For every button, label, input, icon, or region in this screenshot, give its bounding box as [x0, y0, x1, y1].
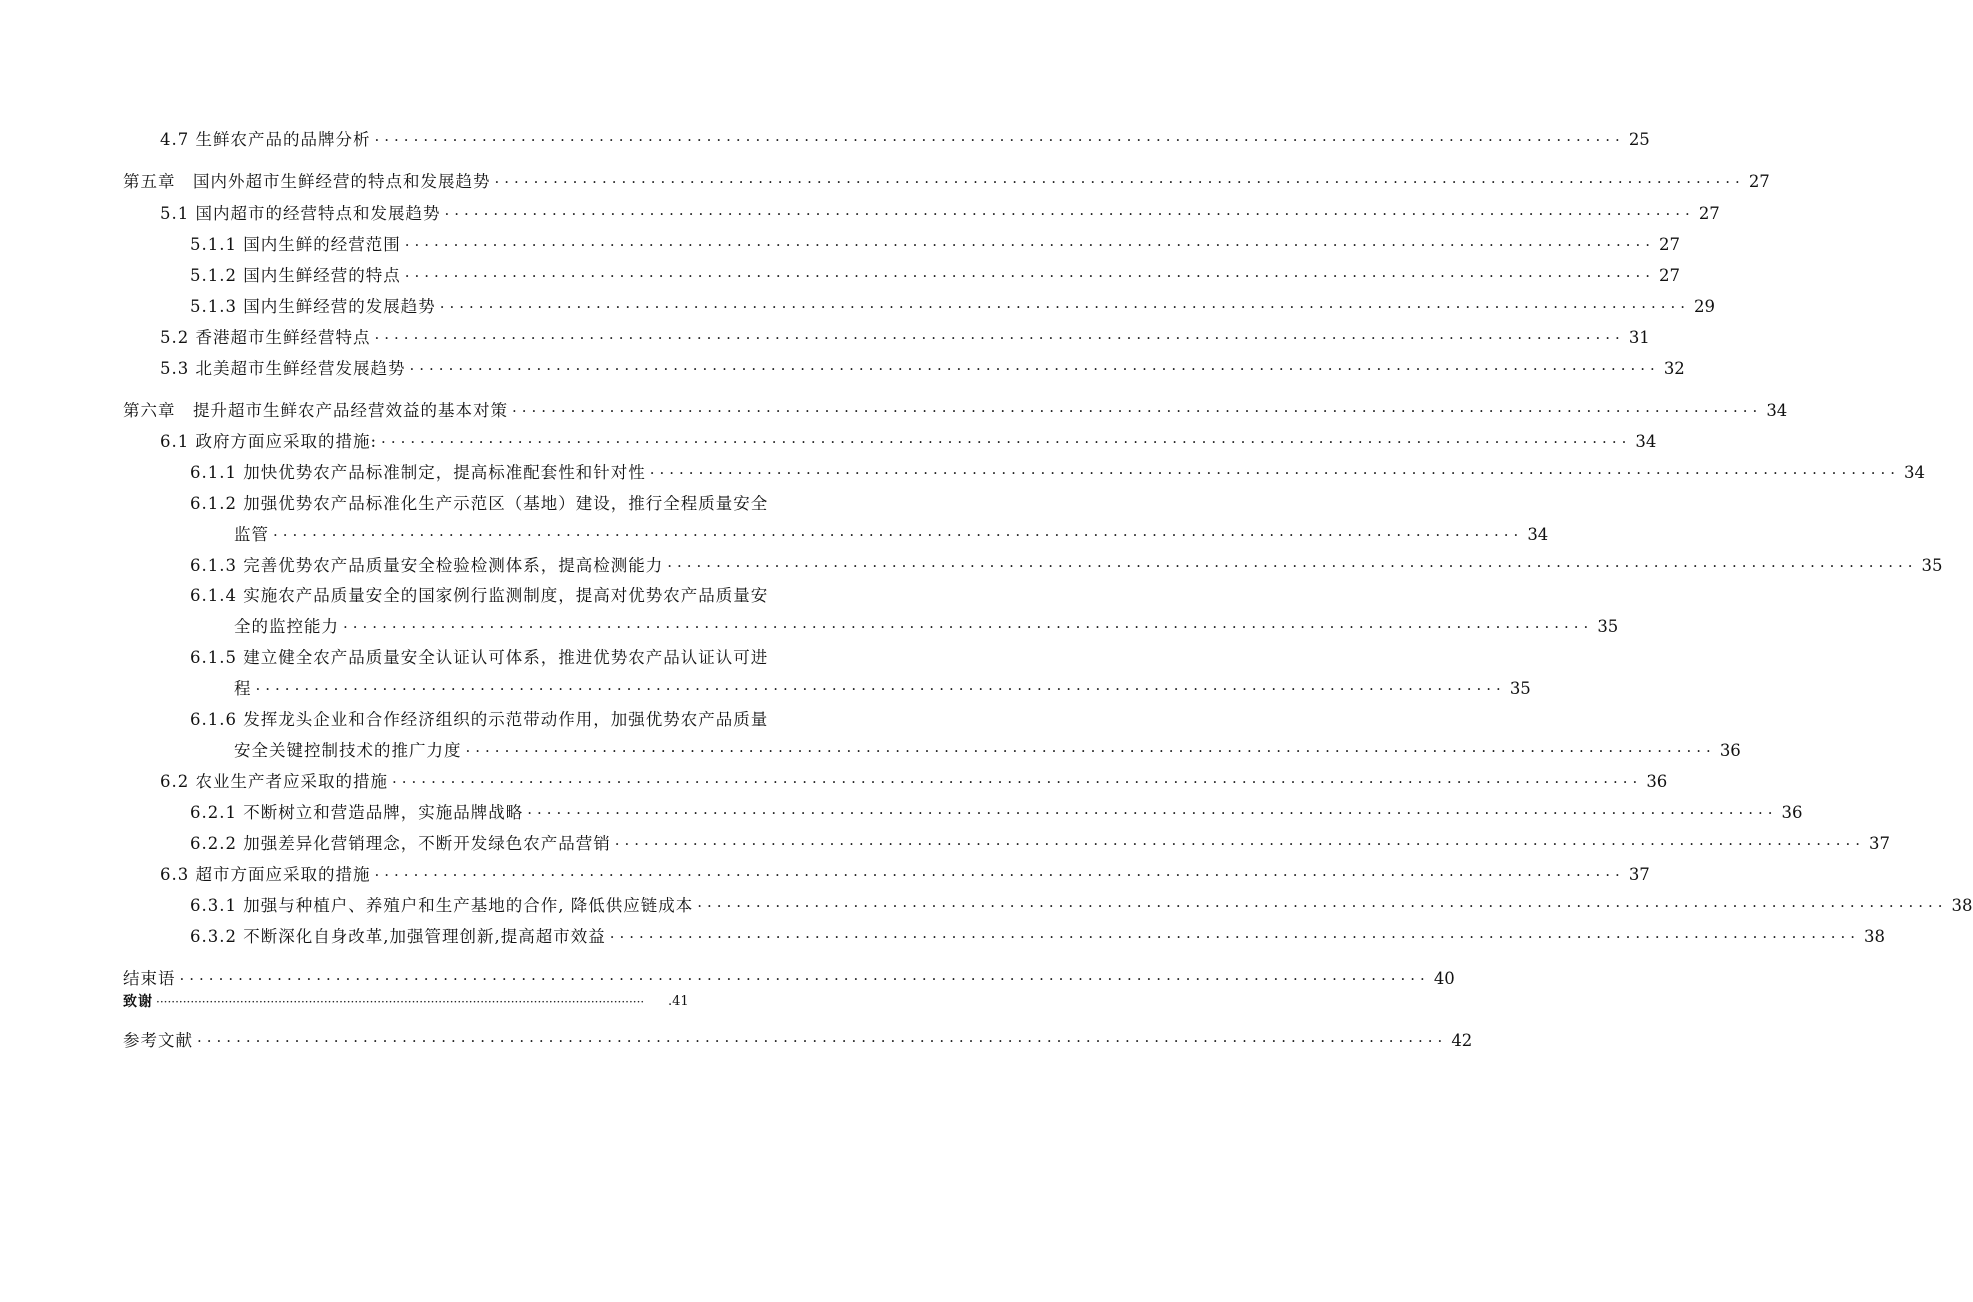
toc-entry-6-1-4[interactable]	[0, 576, 920, 606]
toc-entry-title: 5.1 国内超市的经营特点和发展趋势	[160, 204, 441, 223]
toc-page-number: 36	[1781, 803, 1803, 822]
toc-page-number: 31	[1628, 328, 1650, 347]
toc-entry-title: 致谢	[123, 994, 153, 1010]
toc-entry-6-2-1[interactable]	[0, 793, 1803, 823]
toc-leader-dots: ································································································································	[197, 1032, 1448, 1050]
toc-entry-4-7[interactable]	[0, 120, 1650, 150]
toc-entry-title-continuation: 程	[234, 679, 252, 698]
toc-entry-title: 4.7 生鲜农产品的品牌分析	[160, 130, 371, 149]
toc-entry-5-1-1[interactable]	[0, 225, 1681, 255]
toc-leader-dots: ································································································································	[374, 866, 1625, 884]
toc-entry-title: 结束语	[123, 969, 176, 988]
toc-page-number: 38	[1951, 896, 1973, 915]
toc-entry-title: 第五章 国内外超市生鲜经营的特点和发展趋势	[123, 172, 491, 191]
toc-entry-6-1-2[interactable]	[0, 484, 920, 514]
toc-entry-title: 6.3 超市方面应采取的措施	[160, 865, 371, 884]
toc-leader-dots: ································································································································	[439, 298, 1691, 316]
toc-entry-6-2-2[interactable]	[0, 824, 1891, 854]
toc-leader-dots: ································································································································	[392, 773, 1643, 791]
toc-entry-title: 5.1.1 国内生鲜的经营范围	[190, 235, 401, 254]
toc-entry-5-3[interactable]	[0, 349, 1685, 379]
toc-entry-6-1-6[interactable]	[0, 700, 920, 730]
toc-entry-5-1[interactable]	[0, 194, 1720, 224]
toc-leader-dots: ································································································································	[667, 557, 1918, 575]
toc-entry-title-continuation: 安全关键控制技术的推广力度	[234, 741, 462, 760]
toc-leader-dots: ································································································································	[343, 618, 1594, 636]
toc-entry-title-continuation: 全的监控能力	[234, 617, 339, 636]
toc-leader-dots: ································································································································	[649, 464, 1901, 482]
toc-entry-6-1-2-cont[interactable]	[0, 515, 1549, 545]
toc-page-number: 27	[1659, 235, 1681, 254]
toc-page-number: 40	[1433, 969, 1455, 988]
toc-entry-title: 5.3 北美超市生鲜经营发展趋势	[160, 359, 406, 378]
toc-entry-chapter-6[interactable]	[0, 391, 1788, 421]
toc-entry-title: 5.1.2 国内生鲜经营的特点	[190, 266, 401, 285]
toc-leader-dots: ································································································································	[381, 433, 1632, 451]
toc-entry-6-1-5-cont[interactable]	[0, 669, 1531, 699]
toc-page-number: 34	[1527, 525, 1549, 544]
toc-page-number: 36	[1719, 741, 1741, 760]
toc-page-number: .41	[668, 994, 689, 1009]
toc-entry-title: 第六章 提升超市生鲜农产品经营效益的基本对策	[123, 401, 508, 420]
toc-entry-title: 6.1.2 加强优势农产品标准化生产示范区（基地）建设，推行全程质量安全	[190, 494, 769, 513]
toc-page-number: 38	[1864, 927, 1886, 946]
toc-leader-dots: ································································································································	[609, 928, 1861, 946]
toc-entry-title: 参考文献	[123, 1031, 193, 1050]
toc-leader-dots: ································································································································	[409, 360, 1660, 378]
toc-entry-5-1-3[interactable]	[0, 287, 1716, 317]
toc-leader-dots: ································································································································	[527, 804, 1778, 822]
toc-leader-dots: ································································································································	[404, 267, 1656, 285]
toc-page-number: 25	[1628, 130, 1650, 149]
toc-entry-6-1[interactable]	[0, 422, 1657, 452]
toc-entry-title: 6.3.1 加强与种植户、养殖户和生产基地的合作, 降低供应链成本	[190, 896, 694, 915]
toc-page-number: 37	[1628, 865, 1650, 884]
toc-entry-title-continuation: 监管	[234, 525, 269, 544]
toc-entry-title: 6.1.4 实施农产品质量安全的国家例行监测制度，提高对优势农产品质量安	[190, 586, 769, 605]
toc-leader-dots: ································································································································	[512, 402, 1763, 420]
toc-entry-chapter-5[interactable]	[0, 162, 1770, 192]
toc-leader-dots: ································································································································	[374, 131, 1625, 149]
toc-leader-dots: ································································································································	[273, 526, 1524, 544]
toc-entry-6-1-1[interactable]	[0, 453, 1926, 483]
toc-entry-title: 6.1.1 加快优势农产品标准制定，提高标准配套性和针对性	[190, 463, 646, 482]
toc-page-number: 27	[1748, 172, 1770, 191]
toc-page-number: 34	[1904, 463, 1926, 482]
toc-entry-6-1-5[interactable]	[0, 638, 920, 668]
toc-page-number: 32	[1663, 359, 1685, 378]
toc-leader-dots: ································································································································	[697, 897, 1948, 915]
toc-entry-6-1-6-cont[interactable]	[0, 731, 1741, 761]
toc-entry-references[interactable]	[0, 1021, 1473, 1051]
toc-page-number: 29	[1694, 297, 1716, 316]
toc-page-number: 35	[1597, 617, 1619, 636]
toc-page-number: 37	[1869, 834, 1891, 853]
toc-page-number: 34	[1766, 401, 1788, 420]
toc-leader-dots: ································································································································	[465, 742, 1716, 760]
toc-page-number: 27	[1698, 204, 1720, 223]
toc-entry-title: 6.2 农业生产者应采取的措施	[160, 772, 388, 791]
toc-entry-acknowledgements[interactable]	[0, 982, 920, 1012]
toc-page-number: 35	[1921, 556, 1943, 575]
toc-leader-dots: ································································································································	[404, 236, 1656, 254]
toc-page-number: 35	[1509, 679, 1531, 698]
toc-entry-title: 6.2.1 不断树立和营造品牌，实施品牌战略	[190, 803, 524, 822]
toc-leader-dots: ································································································································	[255, 680, 1506, 698]
toc-entry-6-1-4-cont[interactable]	[0, 607, 1619, 637]
toc-entry-title: 5.2 香港超市生鲜经营特点	[160, 328, 371, 347]
toc-entry-6-3-1[interactable]	[0, 886, 1973, 916]
toc-entry-title: 6.1.3 完善优势农产品质量安全检验检测体系，提高检测能力	[190, 556, 664, 575]
toc-entry-6-3[interactable]	[0, 855, 1650, 885]
toc-entry-5-2[interactable]	[0, 318, 1650, 348]
toc-entry-title: 5.1.3 国内生鲜经营的发展趋势	[190, 297, 436, 316]
toc-entry-title: 6.3.2 不断深化自身改革,加强管理创新,提高超市效益	[190, 927, 606, 946]
toc-leader-dots: ································································································································	[156, 995, 645, 1009]
toc-entry-title: 6.1.6 发挥龙头企业和合作经济组织的示范带动作用，加强优势农产品质量	[190, 710, 769, 729]
toc-entry-6-1-3[interactable]	[0, 546, 1943, 576]
toc-entry-5-1-2[interactable]	[0, 256, 1681, 286]
toc-page-number: 42	[1451, 1031, 1473, 1050]
toc-leader-dots: ································································································································	[179, 970, 1430, 988]
toc-page-number: 34	[1635, 432, 1657, 451]
toc-leader-dots: ································································································································	[444, 205, 1695, 223]
toc-page-number: 27	[1659, 266, 1681, 285]
toc-leader-dots: ································································································································	[614, 835, 1866, 853]
toc-entry-6-2[interactable]	[0, 762, 1668, 792]
toc-entry-title: 6.1 政府方面应采取的措施:	[160, 432, 378, 451]
toc-entry-6-3-2[interactable]	[0, 917, 1886, 947]
toc-leader-dots: ································································································································	[494, 173, 1745, 191]
toc-leader-dots: ································································································································	[374, 329, 1625, 347]
toc-entry-title: 6.1.5 建立健全农产品质量安全认证认可体系，推进优势农产品认证认可进	[190, 648, 769, 667]
toc-entry-title: 6.2.2 加强差异化营销理念，不断开发绿色农产品营销	[190, 834, 611, 853]
toc-page-number: 36	[1646, 772, 1668, 791]
